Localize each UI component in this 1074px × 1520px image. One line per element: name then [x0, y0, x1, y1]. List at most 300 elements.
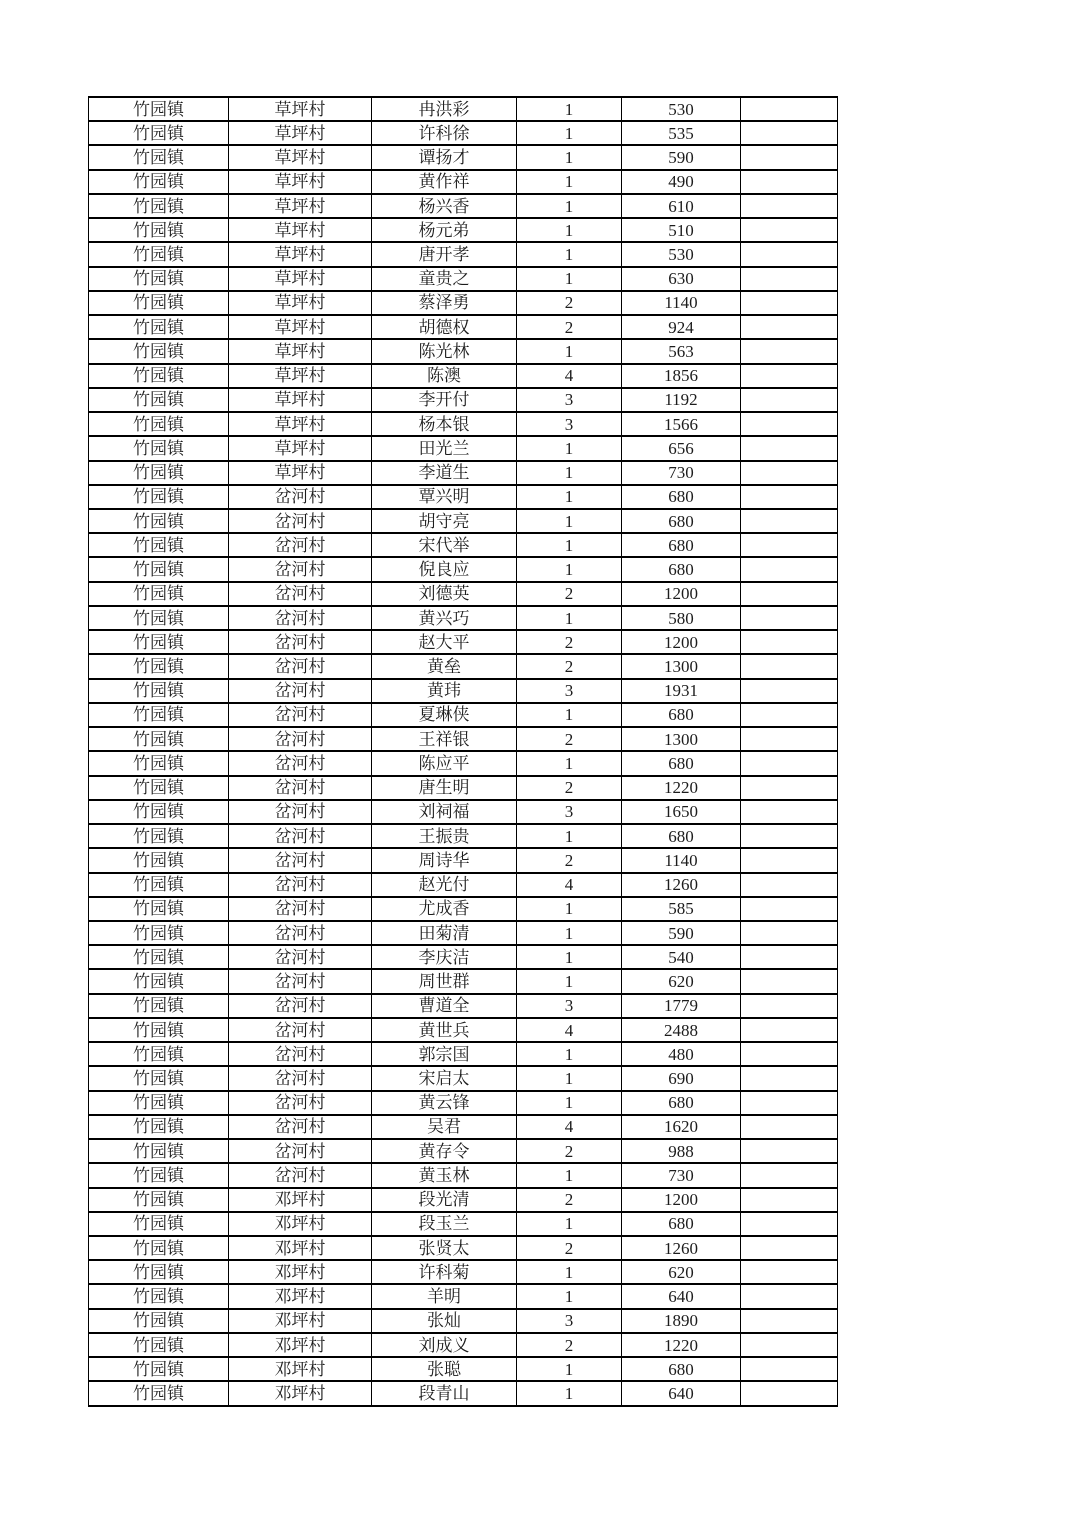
- cell-village: 邓坪村: [229, 1309, 372, 1333]
- table-row: [89, 1381, 838, 1406]
- table-row: [89, 751, 838, 775]
- cell-count: 1: [517, 1381, 622, 1406]
- cell-town: 竹园镇: [89, 242, 229, 266]
- table-row: [89, 848, 838, 872]
- cell-village: 岔河村: [229, 1115, 372, 1139]
- cell-count: 4: [517, 1018, 622, 1042]
- cell-town: 竹园镇: [89, 1066, 229, 1090]
- cell-blank: [741, 679, 838, 703]
- cell-name: 周世群: [372, 969, 517, 993]
- cell-amount: 590: [622, 921, 741, 945]
- cell-amount: 924: [622, 315, 741, 339]
- cell-blank: [741, 703, 838, 727]
- cell-village: 岔河村: [229, 751, 372, 775]
- cell-town: 竹园镇: [89, 848, 229, 872]
- cell-name: 刘成义: [372, 1333, 517, 1357]
- cell-town: 竹园镇: [89, 194, 229, 218]
- cell-name: 陈光林: [372, 339, 517, 363]
- cell-count: 1: [517, 1066, 622, 1090]
- cell-village: 草坪村: [229, 412, 372, 436]
- cell-name: 赵大平: [372, 630, 517, 654]
- table-row: [89, 1115, 838, 1139]
- cell-name: 谭扬才: [372, 145, 517, 169]
- cell-blank: [741, 1018, 838, 1042]
- cell-count: 4: [517, 364, 622, 388]
- cell-village: 岔河村: [229, 873, 372, 897]
- cell-count: 4: [517, 1115, 622, 1139]
- cell-town: 竹园镇: [89, 1091, 229, 1115]
- table-row: [89, 582, 838, 606]
- cell-amount: 630: [622, 267, 741, 291]
- cell-amount: 1200: [622, 582, 741, 606]
- table-row: [89, 1042, 838, 1066]
- cell-count: 3: [517, 388, 622, 412]
- cell-town: 竹园镇: [89, 291, 229, 315]
- cell-name: 段光清: [372, 1188, 517, 1212]
- cell-village: 岔河村: [229, 679, 372, 703]
- cell-name: 黄玉林: [372, 1163, 517, 1187]
- cell-count: 1: [517, 1163, 622, 1187]
- cell-name: 刘德英: [372, 582, 517, 606]
- cell-town: 竹园镇: [89, 1018, 229, 1042]
- cell-town: 竹园镇: [89, 509, 229, 533]
- cell-amount: 1779: [622, 994, 741, 1018]
- cell-amount: 1200: [622, 630, 741, 654]
- cell-blank: [741, 606, 838, 630]
- cell-town: 竹园镇: [89, 751, 229, 775]
- cell-blank: [741, 969, 838, 993]
- cell-village: 草坪村: [229, 339, 372, 363]
- cell-amount: 510: [622, 218, 741, 242]
- table-row: [89, 1163, 838, 1187]
- cell-name: 唐生明: [372, 776, 517, 800]
- cell-name: 覃兴明: [372, 485, 517, 509]
- cell-amount: 585: [622, 897, 741, 921]
- cell-amount: 563: [622, 339, 741, 363]
- cell-town: 竹园镇: [89, 1236, 229, 1260]
- cell-amount: 1566: [622, 412, 741, 436]
- cell-town: 竹园镇: [89, 679, 229, 703]
- cell-blank: [741, 436, 838, 460]
- cell-amount: 1931: [622, 679, 741, 703]
- cell-town: 竹园镇: [89, 1163, 229, 1187]
- cell-count: 1: [517, 339, 622, 363]
- cell-village: 草坪村: [229, 315, 372, 339]
- cell-town: 竹园镇: [89, 654, 229, 678]
- cell-amount: 680: [622, 751, 741, 775]
- cell-name: 杨元弟: [372, 218, 517, 242]
- cell-count: 2: [517, 582, 622, 606]
- cell-amount: 490: [622, 170, 741, 194]
- cell-town: 竹园镇: [89, 97, 229, 121]
- cell-count: 1: [517, 97, 622, 121]
- table-row: [89, 557, 838, 581]
- cell-town: 竹园镇: [89, 557, 229, 581]
- cell-amount: 480: [622, 1042, 741, 1066]
- cell-name: 夏琳侠: [372, 703, 517, 727]
- table-row: [89, 121, 838, 145]
- cell-name: 宋代举: [372, 533, 517, 557]
- cell-count: 3: [517, 412, 622, 436]
- cell-name: 田光兰: [372, 436, 517, 460]
- table-row: [89, 1091, 838, 1115]
- cell-amount: 680: [622, 703, 741, 727]
- cell-count: 2: [517, 315, 622, 339]
- cell-village: 岔河村: [229, 509, 372, 533]
- table-row: [89, 606, 838, 630]
- cell-town: 竹园镇: [89, 1115, 229, 1139]
- cell-village: 岔河村: [229, 557, 372, 581]
- cell-count: 1: [517, 897, 622, 921]
- cell-amount: 590: [622, 145, 741, 169]
- cell-name: 李开付: [372, 388, 517, 412]
- cell-blank: [741, 654, 838, 678]
- cell-count: 3: [517, 679, 622, 703]
- table-row: [89, 436, 838, 460]
- cell-amount: 620: [622, 969, 741, 993]
- cell-blank: [741, 218, 838, 242]
- cell-count: 2: [517, 630, 622, 654]
- cell-blank: [741, 776, 838, 800]
- cell-town: 竹园镇: [89, 727, 229, 751]
- cell-town: 竹园镇: [89, 800, 229, 824]
- cell-amount: 530: [622, 97, 741, 121]
- table-row: [89, 364, 838, 388]
- cell-count: 1: [517, 509, 622, 533]
- table-row: [89, 1066, 838, 1090]
- cell-town: 竹园镇: [89, 776, 229, 800]
- cell-count: 1: [517, 945, 622, 969]
- cell-blank: [741, 873, 838, 897]
- table-row: [89, 824, 838, 848]
- cell-blank: [741, 461, 838, 485]
- cell-blank: [741, 921, 838, 945]
- table-row: [89, 509, 838, 533]
- cell-village: 岔河村: [229, 1091, 372, 1115]
- cell-town: 竹园镇: [89, 412, 229, 436]
- table-row: [89, 485, 838, 509]
- cell-village: 草坪村: [229, 242, 372, 266]
- cell-village: 邓坪村: [229, 1381, 372, 1406]
- cell-amount: 540: [622, 945, 741, 969]
- cell-amount: 1650: [622, 800, 741, 824]
- cell-blank: [741, 994, 838, 1018]
- records-table: [88, 96, 838, 1407]
- cell-amount: 680: [622, 557, 741, 581]
- cell-name: 蔡泽勇: [372, 291, 517, 315]
- cell-name: 唐开孝: [372, 242, 517, 266]
- cell-amount: 1220: [622, 776, 741, 800]
- cell-village: 岔河村: [229, 533, 372, 557]
- cell-town: 竹园镇: [89, 364, 229, 388]
- cell-blank: [741, 1309, 838, 1333]
- cell-town: 竹园镇: [89, 1139, 229, 1163]
- cell-town: 竹园镇: [89, 1284, 229, 1308]
- cell-name: 黄作祥: [372, 170, 517, 194]
- cell-village: 草坪村: [229, 388, 372, 412]
- cell-count: 1: [517, 1042, 622, 1066]
- cell-blank: [741, 1236, 838, 1260]
- cell-name: 周诗华: [372, 848, 517, 872]
- cell-amount: 610: [622, 194, 741, 218]
- cell-count: 1: [517, 969, 622, 993]
- cell-town: 竹园镇: [89, 1333, 229, 1357]
- cell-count: 1: [517, 1091, 622, 1115]
- cell-blank: [741, 1212, 838, 1236]
- cell-amount: 1260: [622, 873, 741, 897]
- cell-blank: [741, 1333, 838, 1357]
- table-row: [89, 1188, 838, 1212]
- cell-amount: 535: [622, 121, 741, 145]
- cell-blank: [741, 339, 838, 363]
- cell-count: 2: [517, 1236, 622, 1260]
- cell-name: 吴君: [372, 1115, 517, 1139]
- table-row: [89, 1333, 838, 1357]
- cell-count: 1: [517, 485, 622, 509]
- cell-amount: 1300: [622, 654, 741, 678]
- cell-amount: 680: [622, 485, 741, 509]
- cell-town: 竹园镇: [89, 994, 229, 1018]
- cell-blank: [741, 194, 838, 218]
- cell-village: 岔河村: [229, 1066, 372, 1090]
- cell-town: 竹园镇: [89, 436, 229, 460]
- cell-village: 岔河村: [229, 485, 372, 509]
- cell-blank: [741, 557, 838, 581]
- cell-amount: 730: [622, 461, 741, 485]
- cell-village: 邓坪村: [229, 1236, 372, 1260]
- cell-blank: [741, 1188, 838, 1212]
- cell-blank: [741, 1091, 838, 1115]
- cell-amount: 680: [622, 824, 741, 848]
- cell-amount: 680: [622, 1212, 741, 1236]
- cell-village: 草坪村: [229, 97, 372, 121]
- cell-town: 竹园镇: [89, 630, 229, 654]
- table-row: [89, 412, 838, 436]
- cell-count: 2: [517, 727, 622, 751]
- cell-count: 1: [517, 218, 622, 242]
- cell-name: 杨本银: [372, 412, 517, 436]
- cell-blank: [741, 1139, 838, 1163]
- cell-village: 岔河村: [229, 945, 372, 969]
- cell-amount: 1200: [622, 1188, 741, 1212]
- table-row: [89, 1284, 838, 1308]
- cell-count: 2: [517, 1333, 622, 1357]
- cell-village: 邓坪村: [229, 1188, 372, 1212]
- cell-blank: [741, 824, 838, 848]
- records-table-body: [89, 97, 838, 1406]
- cell-blank: [741, 1381, 838, 1406]
- cell-count: 1: [517, 703, 622, 727]
- cell-blank: [741, 751, 838, 775]
- cell-blank: [741, 315, 838, 339]
- cell-name: 王祥银: [372, 727, 517, 751]
- table-row: [89, 461, 838, 485]
- cell-count: 3: [517, 1309, 622, 1333]
- table-row: [89, 1139, 838, 1163]
- cell-count: 3: [517, 994, 622, 1018]
- cell-village: 岔河村: [229, 824, 372, 848]
- cell-count: 1: [517, 1357, 622, 1381]
- cell-count: 3: [517, 800, 622, 824]
- cell-amount: 640: [622, 1381, 741, 1406]
- cell-village: 岔河村: [229, 654, 372, 678]
- cell-blank: [741, 388, 838, 412]
- cell-amount: 680: [622, 1357, 741, 1381]
- cell-blank: [741, 945, 838, 969]
- cell-amount: 680: [622, 533, 741, 557]
- cell-name: 张贤太: [372, 1236, 517, 1260]
- cell-amount: 730: [622, 1163, 741, 1187]
- cell-blank: [741, 145, 838, 169]
- cell-blank: [741, 533, 838, 557]
- cell-amount: 1220: [622, 1333, 741, 1357]
- cell-town: 竹园镇: [89, 1042, 229, 1066]
- cell-village: 邓坪村: [229, 1260, 372, 1284]
- cell-town: 竹园镇: [89, 121, 229, 145]
- cell-village: 邓坪村: [229, 1333, 372, 1357]
- cell-count: 1: [517, 533, 622, 557]
- cell-village: 岔河村: [229, 800, 372, 824]
- cell-name: 黄玮: [372, 679, 517, 703]
- cell-blank: [741, 485, 838, 509]
- cell-village: 草坪村: [229, 291, 372, 315]
- cell-blank: [741, 267, 838, 291]
- cell-village: 岔河村: [229, 1018, 372, 1042]
- cell-town: 竹园镇: [89, 897, 229, 921]
- cell-name: 许科菊: [372, 1260, 517, 1284]
- table-row: [89, 145, 838, 169]
- table-row: [89, 388, 838, 412]
- cell-town: 竹园镇: [89, 145, 229, 169]
- cell-amount: 1192: [622, 388, 741, 412]
- cell-name: 胡守亮: [372, 509, 517, 533]
- cell-town: 竹园镇: [89, 388, 229, 412]
- cell-name: 黄存令: [372, 1139, 517, 1163]
- table-row: [89, 1018, 838, 1042]
- cell-count: 2: [517, 1139, 622, 1163]
- cell-village: 草坪村: [229, 121, 372, 145]
- cell-village: 岔河村: [229, 606, 372, 630]
- table-row: [89, 1260, 838, 1284]
- cell-count: 2: [517, 848, 622, 872]
- table-row: [89, 218, 838, 242]
- cell-count: 4: [517, 873, 622, 897]
- cell-count: 1: [517, 242, 622, 266]
- cell-name: 陈应平: [372, 751, 517, 775]
- cell-village: 岔河村: [229, 1163, 372, 1187]
- cell-count: 1: [517, 1212, 622, 1236]
- cell-village: 岔河村: [229, 727, 372, 751]
- cell-count: 1: [517, 194, 622, 218]
- cell-village: 草坪村: [229, 218, 372, 242]
- cell-village: 岔河村: [229, 921, 372, 945]
- cell-amount: 1260: [622, 1236, 741, 1260]
- cell-name: 黄云锋: [372, 1091, 517, 1115]
- cell-blank: [741, 509, 838, 533]
- cell-village: 草坪村: [229, 461, 372, 485]
- table-row: [89, 1357, 838, 1381]
- cell-amount: 1890: [622, 1309, 741, 1333]
- cell-count: 1: [517, 751, 622, 775]
- cell-blank: [741, 242, 838, 266]
- cell-village: 岔河村: [229, 630, 372, 654]
- cell-blank: [741, 1042, 838, 1066]
- cell-count: 1: [517, 145, 622, 169]
- cell-name: 刘祠福: [372, 800, 517, 824]
- cell-blank: [741, 1163, 838, 1187]
- cell-town: 竹园镇: [89, 315, 229, 339]
- cell-count: 1: [517, 1260, 622, 1284]
- cell-name: 陈澳: [372, 364, 517, 388]
- table-row: [89, 776, 838, 800]
- cell-blank: [741, 170, 838, 194]
- cell-amount: 1300: [622, 727, 741, 751]
- cell-village: 岔河村: [229, 776, 372, 800]
- table-row: [89, 969, 838, 993]
- cell-amount: 580: [622, 606, 741, 630]
- cell-town: 竹园镇: [89, 945, 229, 969]
- cell-blank: [741, 800, 838, 824]
- cell-amount: 656: [622, 436, 741, 460]
- cell-count: 2: [517, 776, 622, 800]
- cell-village: 草坪村: [229, 145, 372, 169]
- cell-count: 2: [517, 1188, 622, 1212]
- table-row: [89, 291, 838, 315]
- cell-town: 竹园镇: [89, 824, 229, 848]
- cell-amount: 1140: [622, 291, 741, 315]
- table-row: [89, 339, 838, 363]
- cell-name: 李道生: [372, 461, 517, 485]
- cell-blank: [741, 1260, 838, 1284]
- table-row: [89, 727, 838, 751]
- cell-name: 宋启太: [372, 1066, 517, 1090]
- cell-blank: [741, 582, 838, 606]
- table-row: [89, 897, 838, 921]
- cell-name: 羊明: [372, 1284, 517, 1308]
- cell-town: 竹园镇: [89, 606, 229, 630]
- table-row: [89, 921, 838, 945]
- cell-town: 竹园镇: [89, 339, 229, 363]
- cell-count: 1: [517, 557, 622, 581]
- cell-village: 邓坪村: [229, 1212, 372, 1236]
- cell-blank: [741, 848, 838, 872]
- table-row: [89, 1236, 838, 1260]
- cell-blank: [741, 412, 838, 436]
- table-row: [89, 267, 838, 291]
- cell-name: 杨兴香: [372, 194, 517, 218]
- cell-village: 岔河村: [229, 1042, 372, 1066]
- cell-town: 竹园镇: [89, 582, 229, 606]
- cell-town: 竹园镇: [89, 267, 229, 291]
- cell-town: 竹园镇: [89, 969, 229, 993]
- cell-name: 黄世兵: [372, 1018, 517, 1042]
- table-row: [89, 630, 838, 654]
- cell-blank: [741, 121, 838, 145]
- cell-name: 黄兴巧: [372, 606, 517, 630]
- cell-name: 郭宗国: [372, 1042, 517, 1066]
- cell-town: 竹园镇: [89, 873, 229, 897]
- cell-count: 1: [517, 921, 622, 945]
- cell-count: 1: [517, 824, 622, 848]
- cell-name: 胡德权: [372, 315, 517, 339]
- cell-blank: [741, 1284, 838, 1308]
- cell-town: 竹园镇: [89, 1212, 229, 1236]
- cell-amount: 620: [622, 1260, 741, 1284]
- table-row: [89, 654, 838, 678]
- cell-town: 竹园镇: [89, 1381, 229, 1406]
- cell-village: 草坪村: [229, 364, 372, 388]
- cell-name: 童贵之: [372, 267, 517, 291]
